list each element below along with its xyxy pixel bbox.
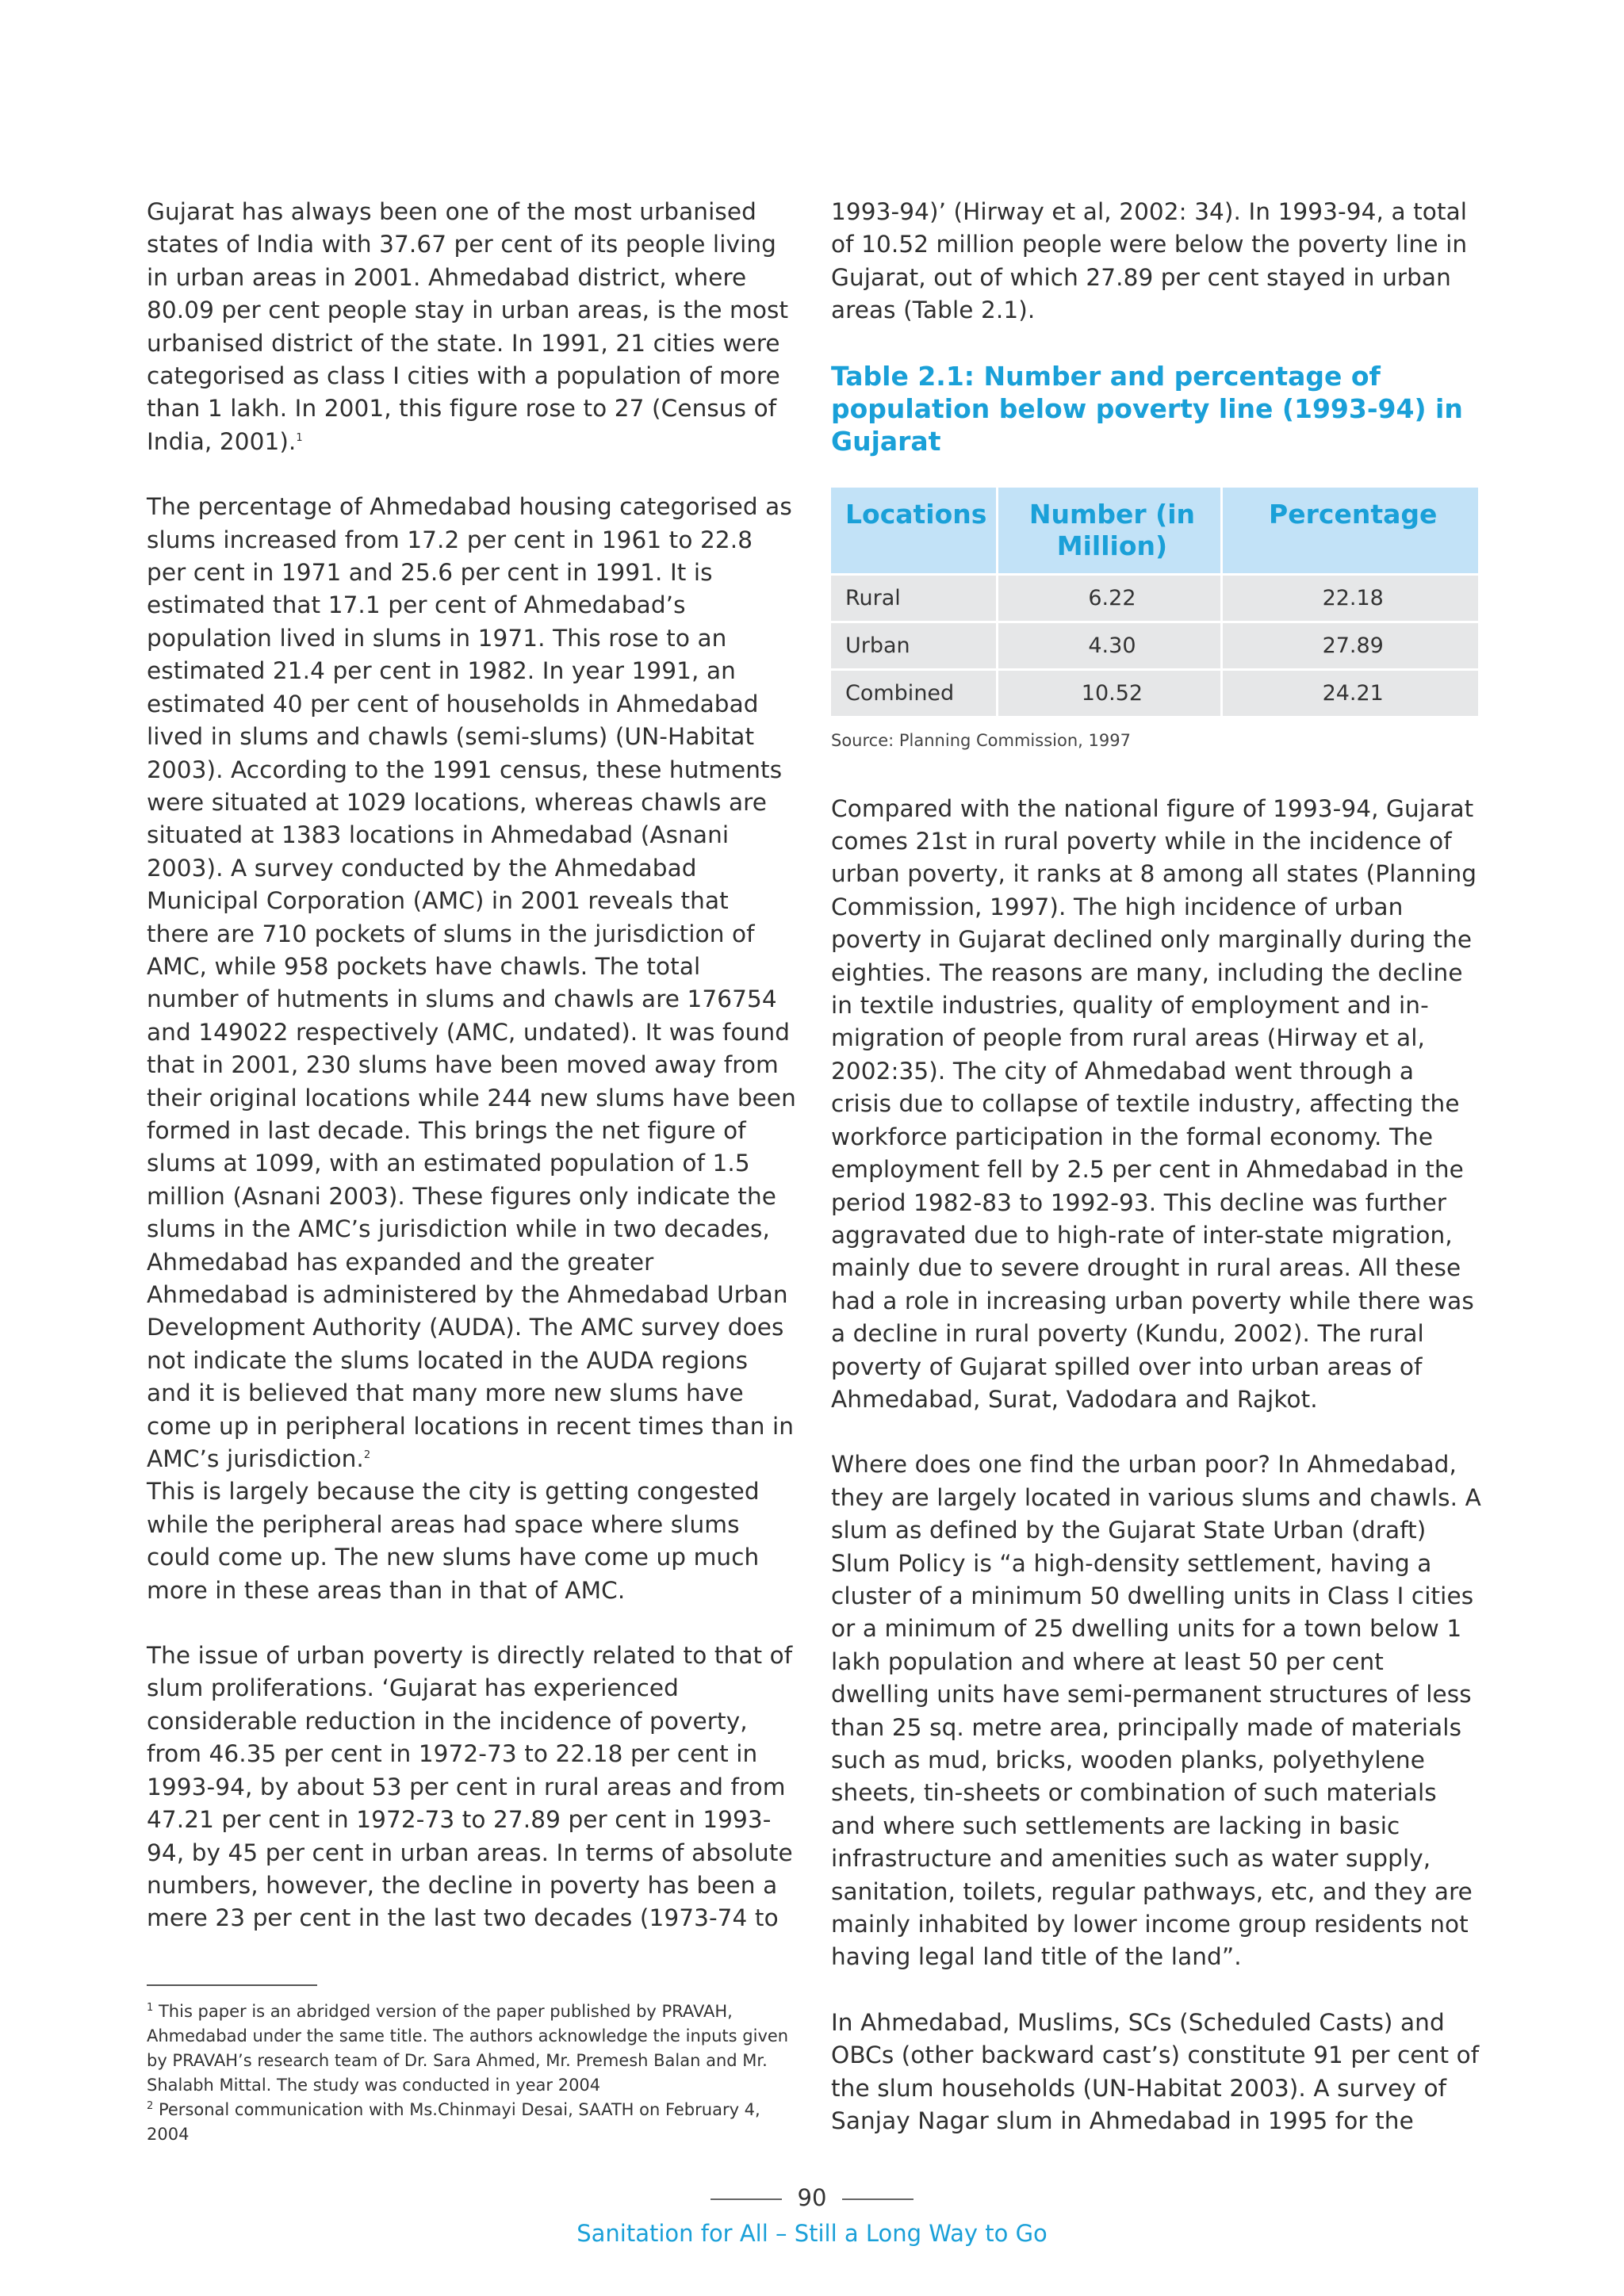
page-number-text: 90 [797,2184,827,2211]
paragraph: The issue of urban poverty is directly related to that of slum proliferations. ‘Gujarat has experienced considerable reduction in the incidence of poverty, from 46.35 per cent in 1972-73 to 22.18 per cent in 1993-94, by about 53 per cent in rural areas and from 47.21 per cent in 1972-73 to 27.89 per cent in 1993-94, by 45 per cent in urban areas. In terms of absolute numbers, however, the decline in poverty has been a mere 23 per cent in the last two decades (1973-74 to [147,1642,793,1932]
footnote-text: Personal communication with Ms.Chinmayi Desai, SAATH on February 4, 2004 [147,2100,760,2144]
table-cell: 27.89 [1223,623,1478,671]
footnote [147,1999,789,2098]
table-cell: Combined [831,671,998,718]
footnote-ref[interactable]: 2 [363,1449,371,1462]
table-title: Table 2.1: Number and percentage of population below poverty line (1993-94) in Gujarat [831,360,1463,457]
table-source: Source: Planning Commission, 1997 [831,730,1131,750]
paragraph: In Ahmedabad, Muslims, SCs (Scheduled Casts) and OBCs (other backward cast’s) constitute 91 per cent of the slum households (UN-Habitat 2003). A survey of Sanjay Nagar slum in Ahmedabad in 1995 for the [831,2008,1480,2135]
table-cell: Rural [831,576,998,623]
paragraph [147,196,797,458]
footnote-mark: 1 [147,2002,154,2014]
page-number-rule-left [710,2198,782,2200]
column-header: Percentage [1223,488,1478,576]
left-column [147,196,797,1968]
paragraph: This is largely because the city is getting congested while the peripheral areas had space where slums could come up. The new slums have come up much more in these areas than in that of AMC. [147,1478,760,1604]
table-cell: 4.30 [998,623,1223,671]
column-header: Locations [831,488,998,576]
footnote [147,2098,789,2147]
table-row [831,576,1478,623]
table-row [831,623,1478,671]
paragraph-text: The percentage of Ahmedabad housing categorised as slums increased from 17.2 per cent in 1961 to 22.8 per cent in 1971 and 25.6 per cent in 1991. It is estimated that 17.1 per cent of Ahmedabad’s population lived in slums in 1971. This rose to an estimated 21.4 per cent in 1982. In year 1991, an estimated 40 per cent of households in Ahmedabad lived in slums and chawls (semi-slums) (UN-Habitat 2003). According to the 1991 census, these hutments were situated at 1029 locations, whereas chawls are situated at 1383 locations in Ahmedabad (Asnani 2003). A survey conducted by the Ahmedabad Municipal Corporation (AMC) in 2001 reveals that there are 710 pockets of slums in the jurisdiction of AMC, while 958 pockets have chawls. The total number of hutments in slums and chawls are 176754 and 149022 respectively (AMC, undated). It was found that in 2001, 230 slums have been moved away from their original locations while 244 new slums have been formed in last decade. This brings the net figure of slums at 1099, with an estimated population of 1.5 million (Asnani 2003). These figures only indicate the slums in the AMC’s jurisdiction while in two decades, Ahmedabad has expanded and the greater Ahmedabad is administered by the Ahmedabad Urban Development Authority (AUDA). The AMC survey does not indicate the slums located in the AUDA regions and it is believed that many more new slums have come up in peripheral locations in recent times than in AMC’s jurisdiction. [147,493,796,1473]
page-number [0,2184,1624,2211]
table-header-row [831,488,1478,576]
table-cell: Urban [831,623,998,671]
table-cell: 22.18 [1223,576,1478,623]
paragraph: Compared with the national figure of 1993-94, Gujarat comes 21st in rural poverty while in the incidence of urban poverty, it ranks at 8 among all states (Planning Commission, 1997). The high incidence of urban poverty in Gujarat declined only marginally during the eighties. The reasons are many, including the decline in textile industries, quality of employment and in-migration of people from rural areas (Hirway et al, 2002:35). The city of Ahmedabad went through a crisis due to collapse of textile industry, affecting the workforce participation in the formal economy. The employment fell by 2.5 per cent in Ahmedabad in the period 1982-83 to 1992-93. This decline was further aggravated due to high-rate of inter-state migration, mainly due to severe drought in rural areas. All these had a role in increasing urban poverty while there was a decline in rural poverty (Kundu, 2002). The rural poverty of Gujarat spilled over into urban areas of Ahmedabad, Surat, Vadodara and Rajkot. [831,794,1477,1413]
table-row [831,671,1478,718]
footnote-text: This paper is an abridged version of the paper published by PRAVAH, Ahmedabad under the same title. The authors acknowledge the inputs given by PRAVAH’s research team of Dr. Sara Ahmed, Mr. Premesh Balan and Mr. Shalabh Mittal. The study was conducted in year 2004 [147,2002,789,2095]
table-cell: 6.22 [998,576,1223,623]
paragraph-text: Gujarat has always been one of the most urbanised states of India with 37.67 per cent of its people living in urban areas in 2001. Ahmedabad district, where 80.09 per cent people stay in urban areas, is the most urbanised district of the state. In 1991, 21 cities were categorised as class I cities with a population of more than 1 lakh. In 2001, this figure rose to 27 (Census of India, 2001). [147,198,789,455]
footnote-mark: 2 [147,2100,154,2112]
running-footer: Sanitation for All – Still a Long Way to Go [576,2220,1048,2247]
table-cell: 10.52 [998,671,1223,718]
paragraph [147,491,797,1475]
footnote-ref[interactable]: 1 [296,432,303,445]
paragraph: Where does one find the urban poor? In Ahmedabad, they are largely located in various slums and chawls. A slum as defined by the Gujarat State Urban (draft) Slum Policy is “a high-density settlement, having a cluster of a minimum 50 dwelling units in Class I cities or a minimum of 25 dwelling units for a town below 1 lakh population and where at least 50 per cent dwelling units have semi-permanent structures of less than 25 sq. metre area, principally made of materials such as mud, bricks, wooden planks, polyethylene sheets, tin-sheets or combination of such materials and where such settlements are lacking in basic infrastructure and amenities such as water supply, sanitation, toilets, regular pathways, etc, and they are mainly inhabited by lower income group residents not having legal land title of the land”. [831,1451,1481,1971]
right-column [831,196,1481,2170]
column-header: Number (in Million) [998,488,1223,576]
page-number-rule-right [842,2198,914,2200]
footnotes [147,1999,789,2147]
table-cell: 24.21 [1223,671,1478,718]
paragraph: 1993-94)’ (Hirway et al, 2002: 34). In 1993-94, a total of 10.52 million people were below the poverty line in Gujarat, out of which 27.89 per cent stayed in urban areas (Table 2.1). [831,198,1468,324]
poverty-table [831,488,1478,718]
footnote-divider [147,1984,317,1986]
